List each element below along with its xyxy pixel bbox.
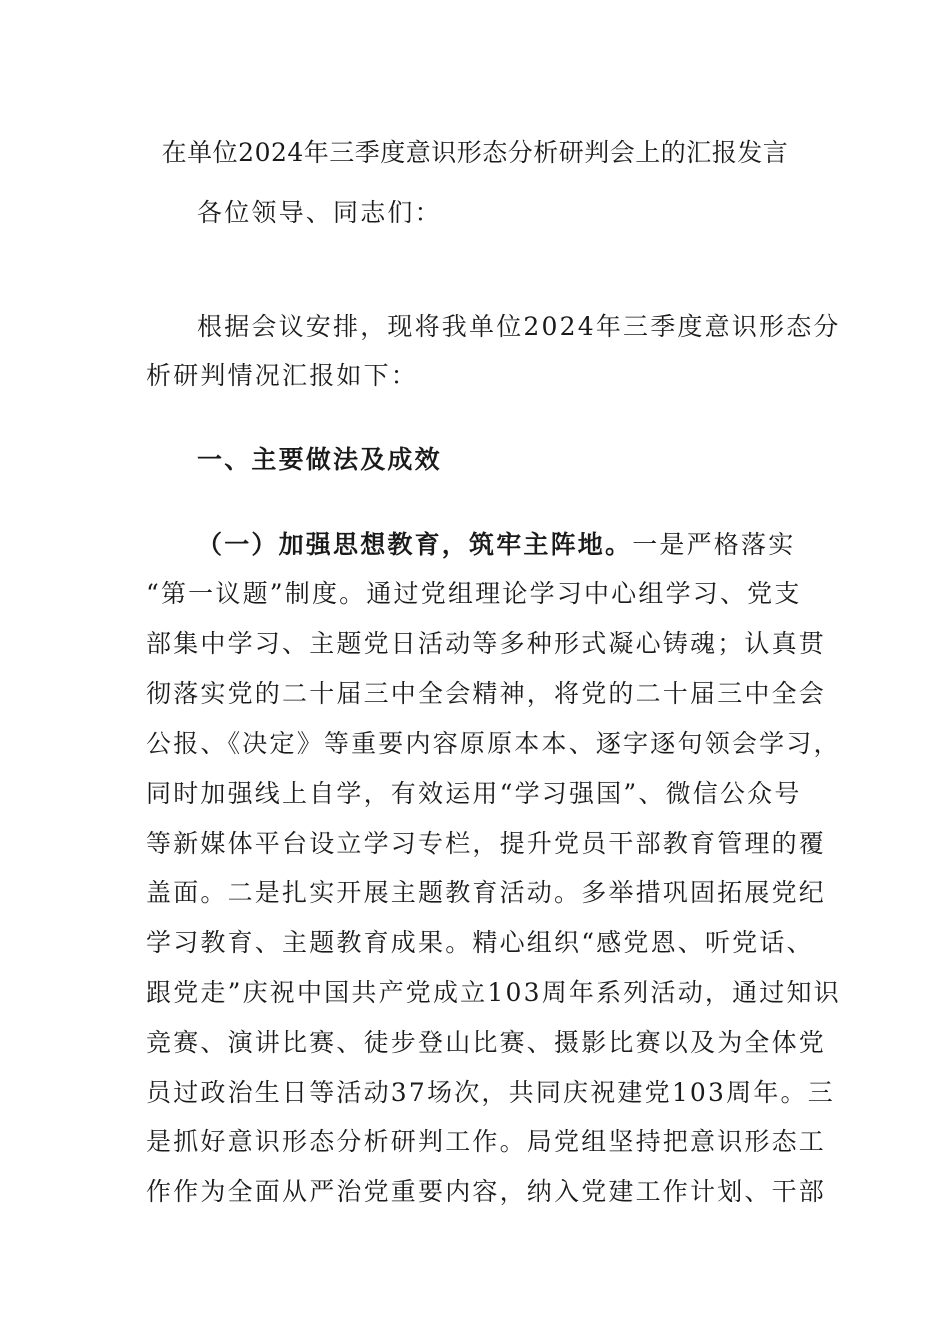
paragraph-line: 部集中学习、主题党日活动等多种形式凝心铸魂；认真贯 bbox=[146, 629, 827, 658]
paragraph-line: 彻落实党的二十届三中全会精神，将党的二十届三中全会 bbox=[146, 679, 827, 708]
salutation: 各位领导、同志们： bbox=[197, 198, 442, 227]
paragraph-line: 跟党走”庆祝中国共产党成立103周年系列活动，通过知识 bbox=[146, 978, 841, 1007]
paragraph-line: 学习教育、主题教育成果。精心组织“感党恩、听党话、 bbox=[146, 928, 814, 957]
paragraph-line: 竞赛、演讲比赛、徒步登山比赛、摄影比赛以及为全体党 bbox=[146, 1028, 827, 1057]
paragraph-line: 作作为全面从严治党重要内容，纳入党建工作计划、干部 bbox=[146, 1177, 827, 1206]
paragraph-line: 公报、《决定》等重要内容原原本本、逐字逐句领会学习， bbox=[146, 729, 841, 758]
subsection-first-line-rest: 一是严格落实 bbox=[632, 530, 796, 559]
subsection-heading: （一）加强思想教育，筑牢主阵地。 bbox=[197, 530, 633, 559]
paragraph-line: 同时加强线上自学，有效运用“学习强国”、微信公众号 bbox=[146, 779, 802, 808]
paragraph-line: 盖面。二是扎实开展主题教育活动。多举措巩固拓展党纪 bbox=[146, 878, 827, 907]
subsection-first-line bbox=[197, 529, 795, 561]
paragraph-line: 是抓好意识形态分析研判工作。局党组坚持把意识形态工 bbox=[146, 1127, 827, 1156]
paragraph-line: “第一议题”制度。通过党组理论学习中心组学习、党支 bbox=[146, 579, 802, 608]
paragraph-line: 等新媒体平台设立学习专栏，提升党员干部教育管理的覆 bbox=[146, 829, 827, 858]
intro-line-1: 根据会议安排，现将我单位2024年三季度意识形态分 bbox=[197, 312, 841, 341]
paragraph-line: 员过政治生日等活动37场次，共同庆祝建党103周年。三 bbox=[146, 1078, 835, 1107]
section-heading: 一、主要做法及成效 bbox=[197, 445, 442, 474]
intro-line-2: 析研判情况汇报如下： bbox=[146, 361, 419, 390]
document-title: 在单位2024年三季度意识形态分析研判会上的汇报发言 bbox=[161, 138, 789, 167]
